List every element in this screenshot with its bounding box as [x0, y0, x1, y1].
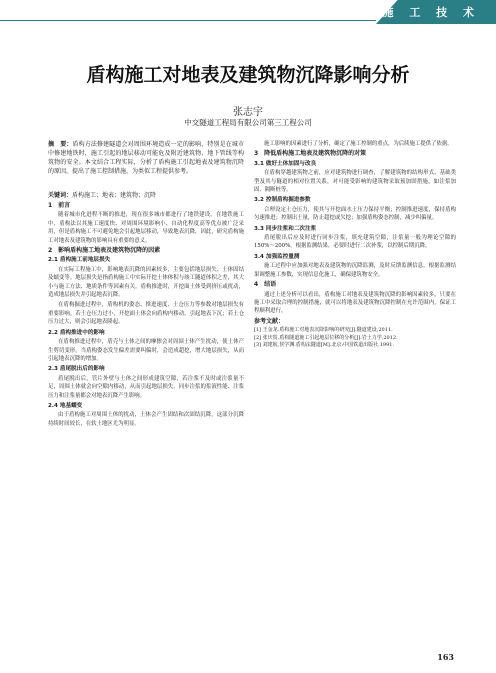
section-heading: 2.4 地基蠕变 — [48, 402, 83, 409]
section-heading: 3 降低盾构施工地表及建筑物沉降的对策 — [254, 150, 367, 158]
section-category: 施 工 技 术 — [382, 6, 480, 19]
paragraph: 在盾构掘进过程中，盾构机的姿态、推进速度、土仓压力等参数对地层损失有重要影响。若土仓压力过小，开挖面土体会向盾构内移动，引起地表下沉；若土仓压力过大，则会引起地表隆起。 — [48, 302, 244, 326]
keywords — [48, 190, 244, 199]
section-heading: 2 影响盾构施工地表及建筑物沉降的因素 — [48, 247, 161, 255]
keywords-label: 关键词： — [48, 192, 73, 199]
paragraph: 盾尾脱出后应及时进行同步注浆，填充建筑空隙，注浆量一般为理论空隙的150%～200%。根据监测结果，必要时进行二次补浆，以控制后期沉降。 — [254, 235, 456, 250]
paragraph: 盾尾脱出后，管片外壁与土体之间形成建筑空隙，若注浆不及时或注浆量不足，周围土体就会向空隙内移动，从而引起地层损失。同步注浆的浆液性能、注浆压力和注浆量都会对地表沉降产生影响。 — [48, 375, 244, 399]
abstract-text: 盾构方法修建隧道会对周围环境造成一定的影响，特别是在城市中修建地铁时，施工引起的地层移动可能危及附近建筑物、地下管线等构筑物的安全。本文结合工程实际，分析了盾构施工引起地表及建筑物沉降的原因，提出了施工控制措施，为类似工程提供参考。 — [48, 141, 244, 175]
abstract — [48, 140, 244, 176]
paragraph: 由于盾构施工对周围土体的扰动，土体会产生固结和次固结沉降，这部分沉降持续时间较长，在软土地区尤为明显。 — [48, 412, 244, 427]
paragraph: 随着城市化进程不断的推进，现在很多城市都进行了地铁建设。在地铁施工中，盾构法以其施工速度快、对周围环境影响小、自动化程度高等优点被广泛采用，但是盾构施工不可避免地会引起地层移动，导致地表沉降，因此，研究盾构施工对地表及建筑物的影响具有重要的意义。 — [48, 212, 244, 244]
section-heading: 3.4 加强监控量测 — [254, 253, 300, 260]
paragraph: 施工过程中应加强对地表及建筑物的沉降监测，及时反馈监测信息，根据监测结果调整施工参数，实现信息化施工，确保建筑物安全。 — [254, 263, 456, 278]
paragraph: 在实际工程施工中，影响地表沉降的因素较多，主要包括地层损失、土体固结及蠕变等。地层损失是指盾构施工中实际开挖土体体积与竣工隧道体积之差，其大小与施工方法、地质条件等因素有关。盾构推进时，开挖面土体受到挤压或扰动，造成地层损失并引起地表沉降。 — [48, 266, 244, 299]
paragraph: 在盾构穿越建筑物之前，应对建筑物进行调查，了解建筑物的结构形式、基础类型及其与隧道的相对位置关系，对可能受影响的建筑物采取预加固措施，如注浆加固、隔断桩等。 — [254, 170, 456, 194]
reference-item: [3] 刘建航,侯学渊.盾构法隧道[M].北京:中国铁道出版社,1991. — [254, 342, 395, 349]
abstract-label: 摘 要： — [48, 141, 73, 148]
paragraph: 施工影响的因素进行了分析，确定了施工控制的重点，为后续施工提供了依据。 — [264, 141, 453, 147]
page-number: 163 — [437, 652, 454, 662]
section-heading: 2.1 盾构施工前地层损失 — [48, 257, 111, 264]
section-heading: 1 前言 — [48, 202, 71, 209]
section-heading: 2.2 盾构推进中的影响 — [48, 329, 105, 336]
author-name: 张志宇 — [233, 107, 263, 118]
paragraph: 在盾构推进过程中，盾壳与土体之间的摩擦会对周围土体产生扰动，使土体产生剪切变形。当盾构姿态发生偏差需要纠偏时，会造成超挖，增大地层损失，从而引起地表沉降的增加。 — [48, 339, 244, 362]
section-heading: 3.3 同步注浆和二次注浆 — [254, 225, 317, 232]
body-column-left — [48, 200, 244, 645]
article-title: 盾构施工对地表及建筑物沉降影响分析 — [86, 64, 410, 86]
page-header — [0, 0, 496, 24]
section-heading: 参考文献： — [254, 317, 285, 325]
section-heading: 4 结语 — [254, 281, 277, 289]
header-rule — [0, 20, 376, 21]
body-column-right — [254, 140, 456, 645]
author-affiliation: 中交隧道工程局有限公司第三工程公司 — [184, 118, 312, 127]
section-heading: 3.1 做好土体加固与改良 — [254, 160, 317, 167]
paragraph: 合理设定土仓压力，使其与开挖面水土压力保持平衡；控制推进速度，保持盾构匀速推进；控制出土量，防止超挖或欠挖；加强盾构姿态控制，减少纠偏量。 — [254, 206, 456, 222]
paragraph: 通过上述分析可以看出，盾构施工对地表及建筑物沉降的影响因素较多，只要在施工中采取合理的控制措施，就可以将地表及建筑物沉降控制在允许范围内，保证工程顺利进行。 — [254, 291, 456, 315]
right-column-body — [254, 140, 456, 326]
keywords-text: 盾构施工；地表；建筑物；沉降 — [72, 192, 157, 199]
section-heading: 2.3 盾尾脱出后的影响 — [48, 366, 105, 373]
reference-item: [2] 张庆贺.盾构隧道施工引起地层位移的分析[J].岩土力学,2012. — [254, 334, 398, 341]
section-heading: 3.2 控制盾构掘进参数 — [254, 197, 311, 204]
reference-item: [1] 王金龙.盾构施工对地表沉降影响的研究[J].隧道建设,2011. — [254, 327, 393, 334]
references-list — [254, 327, 456, 350]
